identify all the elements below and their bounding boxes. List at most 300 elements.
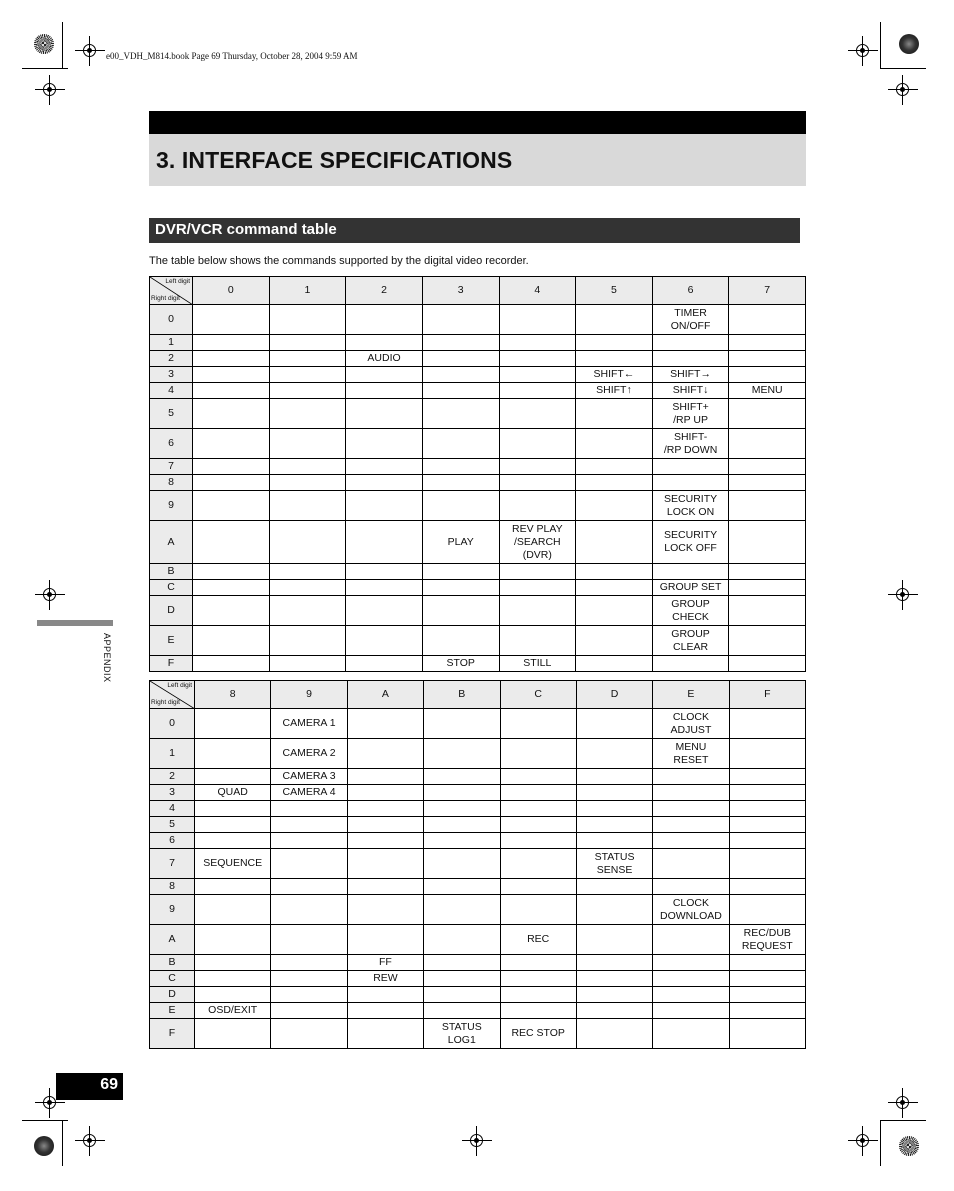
command-cell bbox=[729, 769, 805, 785]
command-cell: SHIFT← bbox=[576, 367, 653, 383]
command-cell bbox=[424, 833, 500, 849]
command-cell bbox=[271, 895, 347, 925]
registration-mark-icon bbox=[35, 580, 65, 610]
crop-mark bbox=[880, 1120, 881, 1166]
command-cell bbox=[347, 879, 423, 895]
command-cell bbox=[729, 399, 806, 429]
command-cell bbox=[500, 739, 576, 769]
page-number: 69 bbox=[56, 1073, 123, 1100]
command-cell bbox=[346, 335, 423, 351]
command-cell bbox=[422, 475, 499, 491]
command-cell bbox=[195, 739, 271, 769]
table-row bbox=[150, 879, 806, 895]
command-cell: SECURITY LOCK ON bbox=[652, 491, 729, 521]
right-digit-label: Right digit bbox=[151, 295, 180, 302]
command-cell bbox=[424, 971, 500, 987]
command-cell bbox=[424, 849, 500, 879]
command-cell: STATUS SENSE bbox=[576, 849, 652, 879]
command-cell: MENU RESET bbox=[653, 739, 729, 769]
command-cell bbox=[193, 596, 270, 626]
command-cell bbox=[271, 833, 347, 849]
command-cell bbox=[729, 626, 806, 656]
command-cell bbox=[269, 305, 346, 335]
command-cell bbox=[193, 491, 270, 521]
command-cell bbox=[193, 399, 270, 429]
command-cell bbox=[271, 971, 347, 987]
command-cell bbox=[576, 596, 653, 626]
table-row bbox=[150, 399, 806, 429]
command-cell bbox=[576, 1019, 652, 1049]
command-cell bbox=[195, 987, 271, 1003]
digit-corner-cell bbox=[150, 681, 195, 709]
command-cell bbox=[422, 335, 499, 351]
left-digit-label: Left digit bbox=[165, 278, 190, 285]
command-cell bbox=[424, 739, 500, 769]
command-cell: FF bbox=[347, 955, 423, 971]
command-cell bbox=[346, 305, 423, 335]
command-cell bbox=[729, 429, 806, 459]
command-cell bbox=[729, 709, 805, 739]
command-cell bbox=[500, 817, 576, 833]
command-cell bbox=[424, 769, 500, 785]
command-cell bbox=[346, 459, 423, 475]
row-header: A bbox=[150, 521, 193, 564]
command-cell bbox=[424, 709, 500, 739]
command-cell bbox=[195, 955, 271, 971]
command-cell: SEQUENCE bbox=[195, 849, 271, 879]
command-cell bbox=[499, 351, 576, 367]
row-header: 3 bbox=[150, 367, 193, 383]
command-cell bbox=[271, 1019, 347, 1049]
command-cell bbox=[269, 521, 346, 564]
command-cell: CAMERA 3 bbox=[271, 769, 347, 785]
right-digit-label: Right digit bbox=[151, 699, 180, 706]
registration-mark-icon bbox=[848, 1126, 878, 1156]
row-header: B bbox=[150, 955, 195, 971]
table-row bbox=[150, 429, 806, 459]
command-cell bbox=[422, 429, 499, 459]
command-cell bbox=[729, 521, 806, 564]
table-row bbox=[150, 1019, 806, 1049]
command-cell bbox=[576, 817, 652, 833]
command-cell: TIMER ON/OFF bbox=[652, 305, 729, 335]
table-row bbox=[150, 564, 806, 580]
command-cell bbox=[346, 475, 423, 491]
command-cell bbox=[576, 785, 652, 801]
table-row bbox=[150, 987, 806, 1003]
column-header: D bbox=[576, 681, 652, 709]
column-header: B bbox=[424, 681, 500, 709]
registration-disc-icon bbox=[34, 34, 54, 54]
command-cell bbox=[422, 564, 499, 580]
command-cell bbox=[576, 656, 653, 672]
command-cell bbox=[576, 987, 652, 1003]
command-cell bbox=[271, 925, 347, 955]
table-row bbox=[150, 925, 806, 955]
command-cell: STATUS LOG1 bbox=[424, 1019, 500, 1049]
command-cell bbox=[424, 785, 500, 801]
row-header: 9 bbox=[150, 895, 195, 925]
crop-mark bbox=[880, 68, 926, 69]
command-cell bbox=[422, 383, 499, 399]
row-header: E bbox=[150, 1003, 195, 1019]
command-cell bbox=[424, 879, 500, 895]
column-header: C bbox=[500, 681, 576, 709]
row-header: D bbox=[150, 987, 195, 1003]
command-cell bbox=[347, 1003, 423, 1019]
command-cell bbox=[729, 801, 805, 817]
table-row bbox=[150, 817, 806, 833]
row-header: 4 bbox=[150, 801, 195, 817]
command-cell bbox=[500, 895, 576, 925]
command-cell bbox=[269, 429, 346, 459]
row-header: C bbox=[150, 580, 193, 596]
row-header: 7 bbox=[150, 849, 195, 879]
command-cell bbox=[576, 491, 653, 521]
command-cell bbox=[271, 817, 347, 833]
command-table-left-8-f bbox=[149, 680, 806, 1049]
digit-corner-cell bbox=[150, 277, 193, 305]
command-cell bbox=[347, 769, 423, 785]
command-cell bbox=[193, 367, 270, 383]
command-cell: OSD/EXIT bbox=[195, 1003, 271, 1019]
table-header-row bbox=[150, 681, 806, 709]
command-cell bbox=[193, 383, 270, 399]
command-cell bbox=[346, 626, 423, 656]
command-cell bbox=[652, 564, 729, 580]
command-cell bbox=[346, 596, 423, 626]
command-cell bbox=[347, 849, 423, 879]
command-cell bbox=[729, 879, 805, 895]
command-cell: GROUP CLEAR bbox=[652, 626, 729, 656]
command-cell bbox=[499, 383, 576, 399]
command-cell bbox=[500, 709, 576, 739]
command-cell bbox=[729, 833, 805, 849]
command-cell bbox=[422, 459, 499, 475]
command-cell bbox=[576, 459, 653, 475]
command-cell bbox=[499, 626, 576, 656]
command-cell bbox=[269, 564, 346, 580]
row-header: 5 bbox=[150, 817, 195, 833]
command-cell bbox=[347, 785, 423, 801]
row-header: C bbox=[150, 971, 195, 987]
command-cell bbox=[269, 367, 346, 383]
command-cell bbox=[576, 564, 653, 580]
command-cell bbox=[499, 367, 576, 383]
command-cell bbox=[576, 801, 652, 817]
table-row bbox=[150, 971, 806, 987]
crop-mark bbox=[62, 22, 63, 68]
column-header: 2 bbox=[346, 277, 423, 305]
command-cell bbox=[653, 785, 729, 801]
chapter-title: 3. INTERFACE SPECIFICATIONS bbox=[156, 147, 513, 173]
registration-mark-icon bbox=[75, 36, 105, 66]
command-cell bbox=[422, 580, 499, 596]
command-cell bbox=[729, 596, 806, 626]
command-cell bbox=[576, 739, 652, 769]
table-row bbox=[150, 305, 806, 335]
table-row bbox=[150, 459, 806, 475]
command-cell bbox=[424, 925, 500, 955]
command-cell bbox=[729, 305, 806, 335]
command-cell bbox=[346, 580, 423, 596]
command-cell bbox=[653, 955, 729, 971]
command-cell bbox=[729, 971, 805, 987]
command-cell bbox=[500, 1003, 576, 1019]
table-row bbox=[150, 367, 806, 383]
command-cell: CAMERA 2 bbox=[271, 739, 347, 769]
command-cell bbox=[653, 801, 729, 817]
row-header: B bbox=[150, 564, 193, 580]
row-header: 6 bbox=[150, 833, 195, 849]
command-cell bbox=[193, 351, 270, 367]
command-cell bbox=[653, 817, 729, 833]
command-cell bbox=[271, 987, 347, 1003]
command-cell: CLOCK DOWNLOAD bbox=[653, 895, 729, 925]
table-row bbox=[150, 801, 806, 817]
command-cell: SECURITY LOCK OFF bbox=[652, 521, 729, 564]
registration-mark-icon bbox=[35, 75, 65, 105]
left-digit-label: Left digit bbox=[167, 682, 192, 689]
command-cell bbox=[653, 769, 729, 785]
command-cell bbox=[269, 459, 346, 475]
command-cell bbox=[499, 475, 576, 491]
command-cell: SHIFT- /RP DOWN bbox=[652, 429, 729, 459]
command-cell: REC bbox=[500, 925, 576, 955]
command-cell bbox=[576, 521, 653, 564]
command-cell bbox=[422, 399, 499, 429]
command-cell bbox=[195, 833, 271, 849]
command-cell: AUDIO bbox=[346, 351, 423, 367]
row-header: 6 bbox=[150, 429, 193, 459]
command-cell bbox=[729, 895, 805, 925]
command-cell bbox=[653, 833, 729, 849]
command-cell bbox=[576, 335, 653, 351]
command-cell bbox=[347, 987, 423, 1003]
command-cell bbox=[499, 596, 576, 626]
command-cell bbox=[576, 833, 652, 849]
command-cell: GROUP SET bbox=[652, 580, 729, 596]
registration-mark-icon bbox=[75, 1126, 105, 1156]
command-cell bbox=[193, 475, 270, 491]
command-cell bbox=[346, 383, 423, 399]
command-cell bbox=[269, 335, 346, 351]
crop-mark bbox=[22, 1120, 68, 1121]
command-cell bbox=[653, 849, 729, 879]
column-header: A bbox=[347, 681, 423, 709]
row-header: 1 bbox=[150, 335, 193, 351]
intro-text: The table below shows the commands supported by the digital video recorder. bbox=[149, 255, 529, 267]
command-cell: REC/DUB REQUEST bbox=[729, 925, 805, 955]
command-cell bbox=[499, 335, 576, 351]
command-cell bbox=[576, 305, 653, 335]
command-cell: CAMERA 1 bbox=[271, 709, 347, 739]
command-cell bbox=[576, 475, 653, 491]
command-cell bbox=[729, 987, 805, 1003]
command-cell bbox=[500, 801, 576, 817]
command-cell bbox=[729, 849, 805, 879]
command-cell: SHIFT→ bbox=[652, 367, 729, 383]
command-cell bbox=[576, 429, 653, 459]
crop-mark bbox=[880, 22, 881, 68]
table-row bbox=[150, 709, 806, 739]
command-cell bbox=[269, 475, 346, 491]
column-header: 3 bbox=[422, 277, 499, 305]
command-cell bbox=[346, 564, 423, 580]
command-cell bbox=[652, 475, 729, 491]
crop-mark bbox=[22, 68, 68, 69]
command-cell bbox=[271, 849, 347, 879]
column-header: 4 bbox=[499, 277, 576, 305]
command-cell bbox=[653, 987, 729, 1003]
command-cell bbox=[193, 335, 270, 351]
command-cell bbox=[193, 521, 270, 564]
command-cell bbox=[271, 801, 347, 817]
table-row bbox=[150, 580, 806, 596]
command-cell: SHIFT↓ bbox=[652, 383, 729, 399]
command-cell bbox=[729, 785, 805, 801]
command-cell bbox=[500, 849, 576, 879]
command-cell bbox=[499, 564, 576, 580]
command-cell bbox=[653, 1019, 729, 1049]
command-cell bbox=[269, 399, 346, 429]
command-cell: STILL bbox=[499, 656, 576, 672]
crop-mark bbox=[62, 1120, 63, 1166]
command-cell: STOP bbox=[422, 656, 499, 672]
section-title: DVR/VCR command table bbox=[155, 221, 337, 238]
command-cell: REV PLAY /SEARCH (DVR) bbox=[499, 521, 576, 564]
command-cell bbox=[269, 656, 346, 672]
command-cell bbox=[729, 817, 805, 833]
command-cell bbox=[195, 1019, 271, 1049]
command-cell bbox=[193, 580, 270, 596]
column-header: 6 bbox=[652, 277, 729, 305]
command-cell bbox=[576, 955, 652, 971]
table-row bbox=[150, 596, 806, 626]
chapter-title-band bbox=[149, 134, 806, 186]
command-cell bbox=[729, 564, 806, 580]
command-cell bbox=[729, 491, 806, 521]
row-header: 7 bbox=[150, 459, 193, 475]
command-cell: MENU bbox=[729, 383, 806, 399]
command-cell bbox=[269, 383, 346, 399]
command-cell bbox=[269, 596, 346, 626]
command-cell: REC STOP bbox=[500, 1019, 576, 1049]
command-cell bbox=[499, 580, 576, 596]
row-header: 4 bbox=[150, 383, 193, 399]
column-header: 8 bbox=[195, 681, 271, 709]
command-cell bbox=[269, 580, 346, 596]
command-cell bbox=[652, 459, 729, 475]
row-header: F bbox=[150, 1019, 195, 1049]
command-cell bbox=[729, 1003, 805, 1019]
table-row bbox=[150, 895, 806, 925]
command-cell bbox=[653, 925, 729, 955]
command-cell bbox=[729, 335, 806, 351]
command-cell bbox=[576, 580, 653, 596]
command-cell bbox=[729, 955, 805, 971]
command-cell bbox=[193, 459, 270, 475]
command-cell: QUAD bbox=[195, 785, 271, 801]
row-header: 2 bbox=[150, 769, 195, 785]
command-cell bbox=[499, 305, 576, 335]
command-cell bbox=[422, 491, 499, 521]
command-cell bbox=[729, 656, 806, 672]
command-cell bbox=[195, 925, 271, 955]
column-header: 5 bbox=[576, 277, 653, 305]
command-cell bbox=[499, 399, 576, 429]
table-row bbox=[150, 475, 806, 491]
table-row bbox=[150, 1003, 806, 1019]
command-table-left-0-7 bbox=[149, 276, 806, 672]
command-cell bbox=[576, 351, 653, 367]
table-row bbox=[150, 491, 806, 521]
command-cell bbox=[729, 351, 806, 367]
command-cell bbox=[653, 879, 729, 895]
registration-disc-icon bbox=[34, 1136, 54, 1156]
table-row bbox=[150, 739, 806, 769]
command-cell bbox=[500, 785, 576, 801]
command-cell bbox=[347, 817, 423, 833]
column-header: F bbox=[729, 681, 805, 709]
command-cell bbox=[195, 817, 271, 833]
command-cell bbox=[499, 491, 576, 521]
command-cell bbox=[653, 1003, 729, 1019]
command-cell bbox=[576, 971, 652, 987]
table-row bbox=[150, 769, 806, 785]
row-header: 9 bbox=[150, 491, 193, 521]
registration-mark-icon bbox=[888, 580, 918, 610]
row-header: 3 bbox=[150, 785, 195, 801]
command-cell bbox=[729, 459, 806, 475]
command-cell: SHIFT↑ bbox=[576, 383, 653, 399]
command-cell bbox=[346, 399, 423, 429]
row-header: A bbox=[150, 925, 195, 955]
chapter-bar bbox=[149, 111, 806, 134]
command-cell bbox=[271, 1003, 347, 1019]
table-header-row bbox=[150, 277, 806, 305]
table-row bbox=[150, 955, 806, 971]
command-cell bbox=[729, 367, 806, 383]
appendix-side-bar bbox=[37, 620, 113, 626]
command-cell bbox=[193, 626, 270, 656]
command-cell: SHIFT+ /RP UP bbox=[652, 399, 729, 429]
command-cell bbox=[653, 971, 729, 987]
command-cell bbox=[576, 895, 652, 925]
command-cell bbox=[271, 955, 347, 971]
column-header: 7 bbox=[729, 277, 806, 305]
command-cell bbox=[422, 305, 499, 335]
command-cell bbox=[195, 879, 271, 895]
registration-mark-icon bbox=[462, 1126, 492, 1156]
command-cell bbox=[652, 656, 729, 672]
registration-mark-icon bbox=[888, 1088, 918, 1118]
command-cell bbox=[729, 739, 805, 769]
command-cell bbox=[422, 367, 499, 383]
command-cell bbox=[500, 971, 576, 987]
command-cell bbox=[347, 801, 423, 817]
command-cell bbox=[576, 709, 652, 739]
command-cell: CLOCK ADJUST bbox=[653, 709, 729, 739]
row-header: 8 bbox=[150, 879, 195, 895]
section-bar bbox=[149, 218, 800, 243]
column-header: 0 bbox=[193, 277, 270, 305]
command-cell bbox=[346, 521, 423, 564]
command-cell bbox=[271, 879, 347, 895]
command-cell bbox=[193, 656, 270, 672]
command-cell bbox=[424, 1003, 500, 1019]
row-header: 2 bbox=[150, 351, 193, 367]
